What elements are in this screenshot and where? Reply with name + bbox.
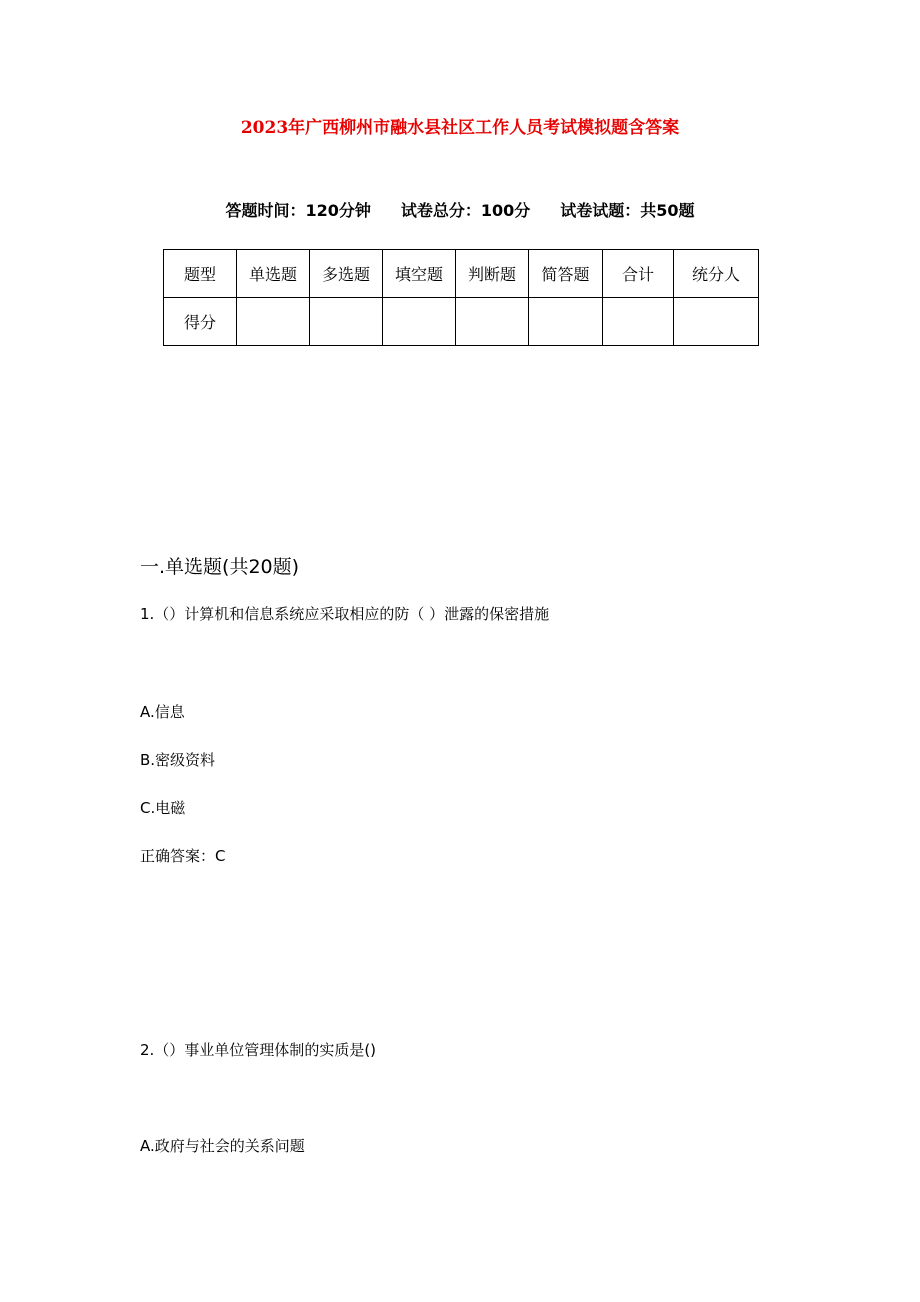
exam-time: 答题时间：120分钟 bbox=[225, 201, 371, 220]
score-table bbox=[163, 249, 759, 346]
exam-total-score: 试卷总分：100分 bbox=[400, 201, 531, 220]
header-true-false: 判断题 bbox=[456, 250, 529, 298]
header-short-answer: 简答题 bbox=[529, 250, 603, 298]
score-cell bbox=[603, 298, 674, 346]
header-single-choice: 单选题 bbox=[237, 250, 310, 298]
question-1-answer: 正确答案：C bbox=[140, 847, 226, 865]
score-table-score-row bbox=[164, 298, 759, 346]
exam-question-count: 试卷试题：共50题 bbox=[560, 201, 695, 220]
score-cell bbox=[237, 298, 310, 346]
score-cell bbox=[674, 298, 759, 346]
question-2-option-a: A.政府与社会的关系问题 bbox=[140, 1137, 305, 1155]
question-1-option-b: B.密级资料 bbox=[140, 751, 216, 769]
header-total: 合计 bbox=[603, 250, 674, 298]
document-title: 2023年广西柳州市融水县社区工作人员考试模拟题含答案 bbox=[240, 118, 680, 138]
question-1-stem: 1.（）计算机和信息系统应采取相应的防（ ）泄露的保密措施 bbox=[140, 605, 550, 623]
section-heading: 一.单选题(共20题) bbox=[140, 556, 300, 578]
score-row-label: 得分 bbox=[164, 298, 237, 346]
score-cell bbox=[529, 298, 603, 346]
header-scorer: 统分人 bbox=[674, 250, 759, 298]
score-table-header-row bbox=[164, 250, 759, 298]
question-1-option-c: C.电磁 bbox=[140, 799, 186, 817]
header-question-type: 题型 bbox=[164, 250, 237, 298]
question-2-stem: 2.（）事业单位管理体制的实质是() bbox=[140, 1041, 377, 1059]
header-fill-blank: 填空题 bbox=[383, 250, 456, 298]
exam-meta bbox=[0, 198, 920, 221]
header-multiple-choice: 多选题 bbox=[310, 250, 383, 298]
score-cell bbox=[310, 298, 383, 346]
score-cell bbox=[456, 298, 529, 346]
question-1-option-a: A.信息 bbox=[140, 703, 185, 721]
score-cell bbox=[383, 298, 456, 346]
